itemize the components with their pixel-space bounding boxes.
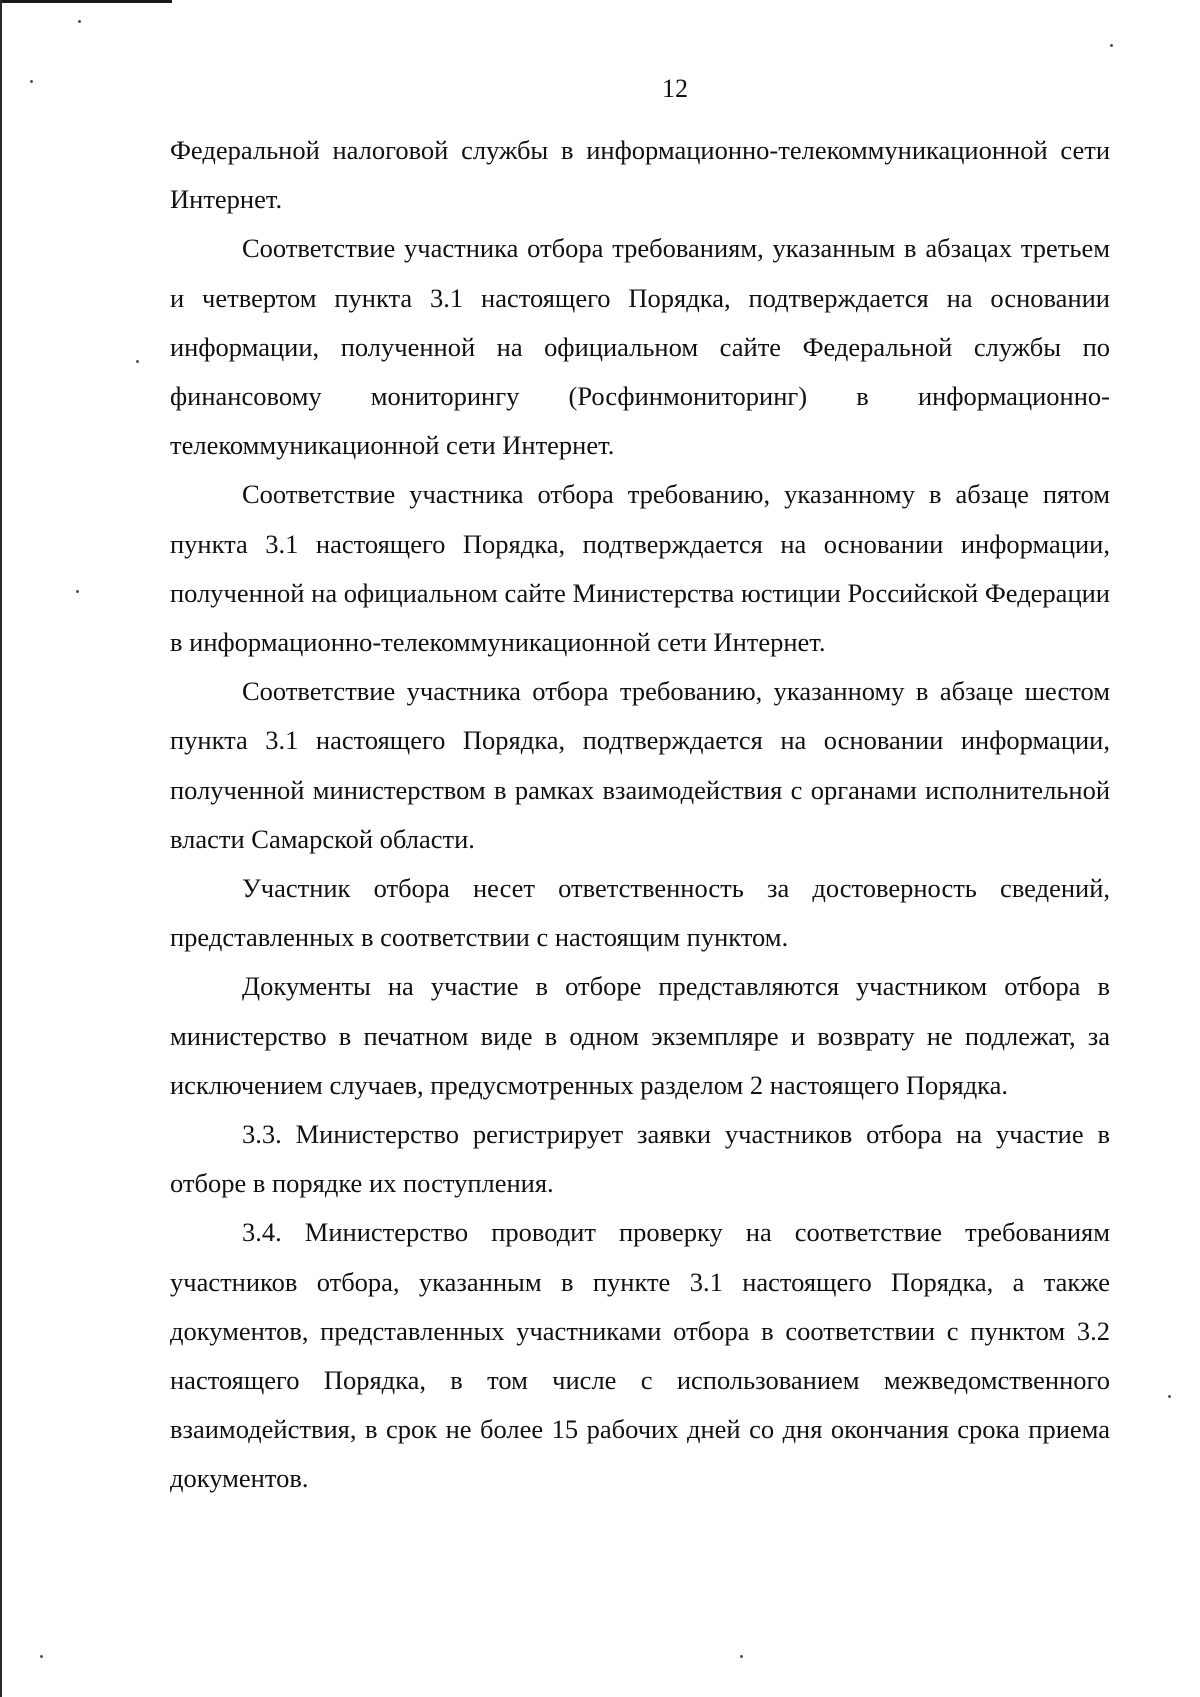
paragraph-6: Документы на участие в отборе представляются участником отбора в министерство в печатном виде в одном экземпляре и возврату не подлежат, за исключением случаев, предусмотренных разделом 2 настоящего Порядка. — [170, 971, 1110, 1100]
scan-speck — [1168, 1395, 1171, 1398]
paragraph-8: 3.4. Министерство проводит проверку на соответствие требованиям участников отбора, указанным в пункте 3.1 настоящего Порядка, а также документов, представленных участниками отбора в соответствии с пунктом 3.2 настоящего Порядка, в том числе с использованием межведомственного взаимодействия, в срок не более 15 рабочих дней со дня окончания срока приема документов. — [170, 1217, 1110, 1494]
page-number: 12 — [662, 74, 688, 103]
scan-edge-left — [0, 0, 2, 1697]
scan-speck — [78, 20, 81, 23]
scan-edge-top — [0, 0, 172, 3]
paragraph-5: Участник отбора несет ответственность за достоверность сведений, представленных в соответствии с настоящим пунктом. — [170, 873, 1110, 953]
paragraph-3: Соответствие участника отбора требованию, указанному в абзаце пятом пункта 3.1 настоящего Порядка, подтверждается на основании информации, полученной на официальном сайте Министерства юстиции Российской Федерации в информационно-телекоммуникационной сети Интернет. — [170, 479, 1110, 658]
paragraph-7: 3.3. Министерство регистрирует заявки участников отбора на участие в отборе в порядке их поступления. — [170, 1119, 1110, 1199]
scan-speck — [740, 1655, 743, 1658]
scan-speck — [136, 360, 139, 363]
scan-speck — [40, 1655, 43, 1658]
paragraph-4: Соответствие участника отбора требованию, указанному в абзаце шестом пункта 3.1 настоящего Порядка, подтверждается на основании информации, полученной министерством в рамках взаимодействия с органами исполнительной власти Самарской области. — [170, 676, 1110, 854]
paragraph-2: Соответствие участника отбора требованиям, указанным в абзацах третьем и четвертом пункта 3.1 настоящего Порядка, подтверждается на основании информации, полученной на официальном сайте Федеральной службы по финансовому мониторингу (Росфинмониторинг) в информационно-телекоммуникационной сети Интернет. — [170, 233, 1110, 461]
scan-speck — [76, 590, 79, 593]
document-body — [170, 126, 1110, 1504]
scan-speck — [1110, 44, 1113, 47]
paragraph-1: Федеральной налоговой службы в информационно-телекоммуникационной сети Интернет. — [170, 135, 1110, 215]
